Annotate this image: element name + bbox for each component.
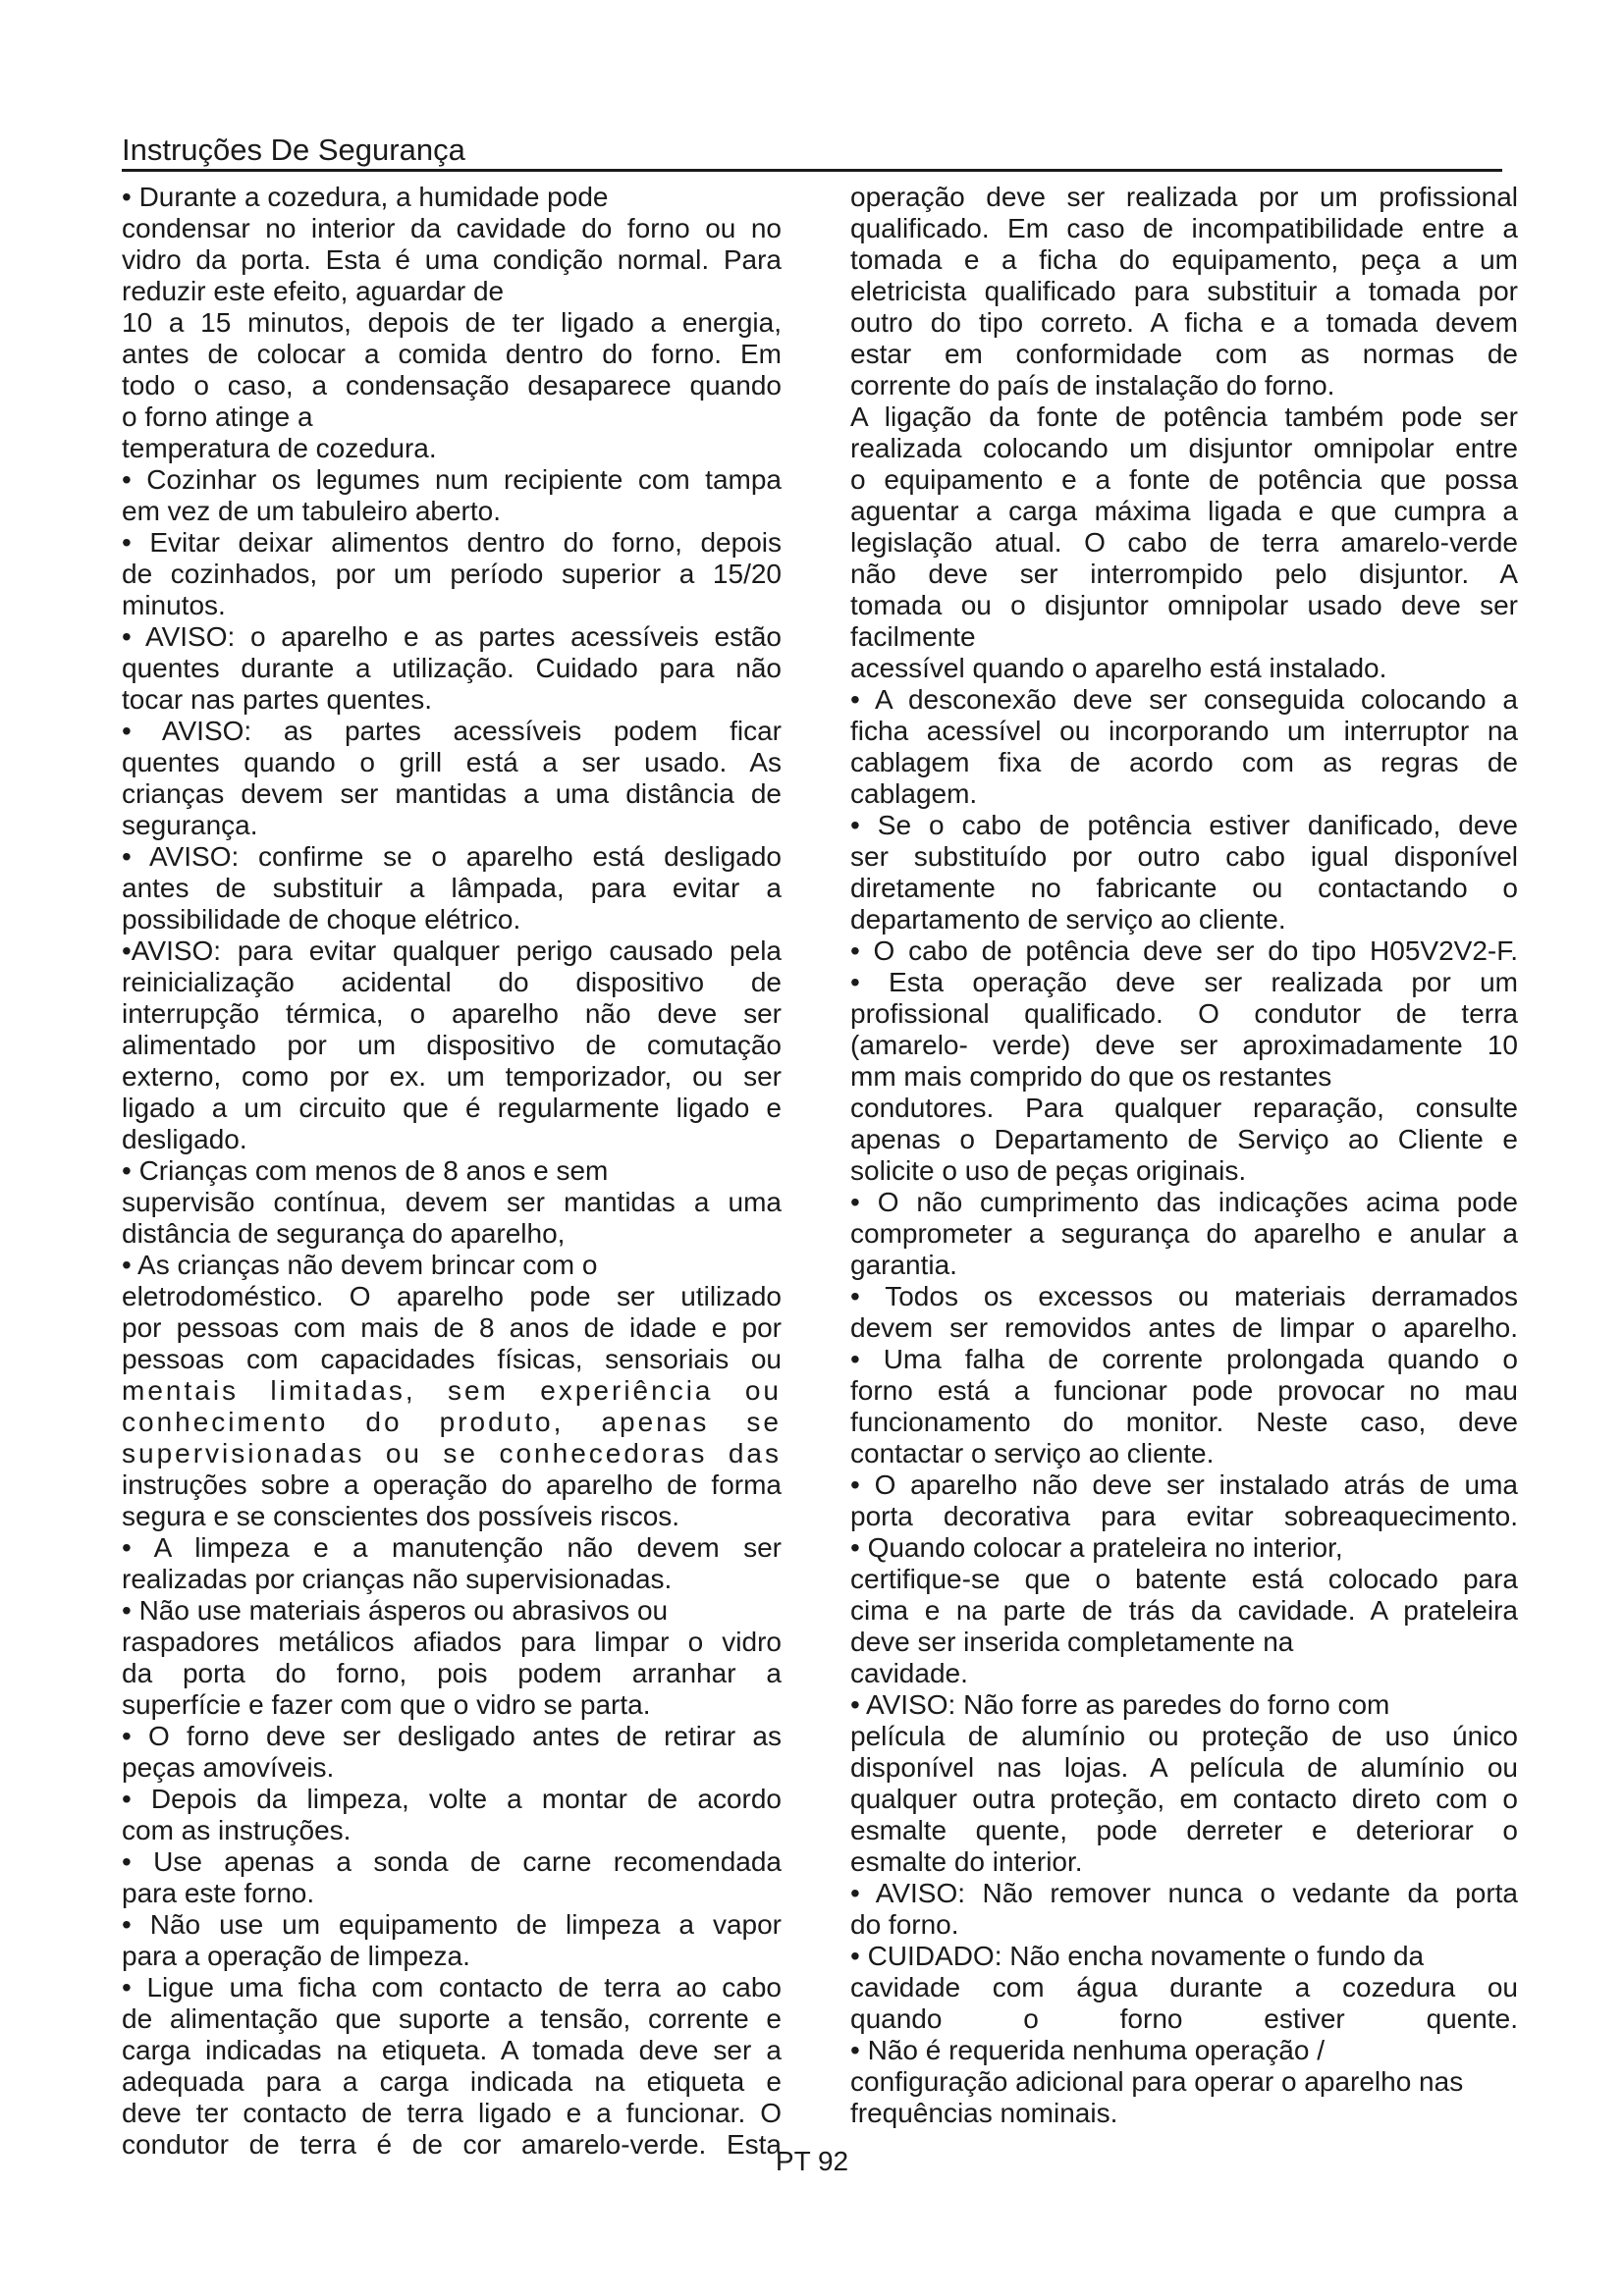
text-line: cima e na parte de trás da cavidade. A prateleira bbox=[850, 1595, 1518, 1626]
text-line: cablagem. bbox=[850, 778, 978, 809]
text-line: disponível nas lojas. A película de alumínio ou bbox=[850, 1752, 1518, 1783]
text-line: eletrodoméstico. O aparelho pode ser utilizado bbox=[122, 1281, 782, 1311]
text-line: antes de substituir a lâmpada, para evitar a bbox=[122, 873, 782, 903]
text-line: carga indicadas na etiqueta. A tomada deve ser a bbox=[122, 2035, 782, 2065]
text-line: quentes quando o grill está a ser usado. As bbox=[122, 747, 782, 777]
text-line: mentais limitadas, sem experiência ou bbox=[122, 1375, 782, 1406]
text-line: • O não cumprimento das indicações acima pode bbox=[850, 1187, 1518, 1217]
text-line: • Durante a cozedura, a humidade pode bbox=[122, 182, 609, 212]
text-line: deve ter contacto de terra ligado e a funcionar. O bbox=[122, 2098, 782, 2128]
text-line: crianças devem ser mantidas a uma distância de bbox=[122, 778, 782, 809]
text-line: instruções sobre a operação do aparelho de forma bbox=[122, 1469, 782, 1500]
text-line: • Não é requerida nenhuma operação / bbox=[850, 2035, 1326, 2065]
page-number: PT 92 bbox=[775, 2146, 849, 2176]
text-line: • Se o cabo de potência estiver danificado, deve bbox=[850, 810, 1518, 840]
text-line: reinicialização acidental do dispositivo de bbox=[122, 967, 782, 997]
text-line: • A desconexão deve ser conseguida colocando a bbox=[850, 684, 1518, 715]
text-line: cavidade com água durante a cozedura ou bbox=[850, 1972, 1518, 2002]
text-line: supervisão contínua, devem ser mantidas a uma bbox=[122, 1187, 782, 1217]
text-line: desligado. bbox=[122, 1124, 247, 1154]
text-line: • AVISO: as partes acessíveis podem ficar bbox=[122, 716, 782, 746]
text-line: A ligação da fonte de potência também pode ser bbox=[850, 401, 1518, 432]
text-line: todo o caso, a condensação desaparece quando bbox=[122, 370, 782, 400]
text-line: quentes durante a utilização. Cuidado para não bbox=[122, 653, 782, 683]
text-line: supervisionadas ou se conhecedoras das bbox=[122, 1438, 782, 1468]
text-line: • Não use materiais ásperos ou abrasivos ou bbox=[122, 1595, 669, 1626]
text-line: para este forno. bbox=[122, 1878, 315, 1908]
text-line: • As crianças não devem brincar com o bbox=[122, 1250, 598, 1280]
text-line: cavidade. bbox=[850, 1658, 968, 1688]
text-line: 10 a 15 minutos, depois de ter ligado a energia, bbox=[122, 307, 782, 338]
text-line: cablagem fixa de acordo com as regras de bbox=[850, 747, 1518, 777]
text-line: • Não use um equipamento de limpeza a vapor bbox=[122, 1909, 782, 1940]
text-line: • O cabo de potência deve ser do tipo H05V2V2-F. bbox=[850, 935, 1518, 966]
text-line: mm mais comprido do que os restantes bbox=[850, 1061, 1332, 1092]
text-line: contactar o serviço ao cliente. bbox=[850, 1438, 1215, 1468]
text-line: esmalte do interior. bbox=[850, 1846, 1083, 1877]
text-line: devem ser removidos antes de limpar o aparelho. bbox=[850, 1312, 1518, 1343]
left-column bbox=[122, 182, 782, 2161]
text-line: pessoas com capacidades físicas, sensoriais ou bbox=[122, 1344, 782, 1374]
title-divider bbox=[122, 169, 1502, 172]
text-line: diretamente no fabricante ou contactando o bbox=[850, 873, 1518, 903]
text-line: • Evitar deixar alimentos dentro do forno, depois bbox=[122, 527, 782, 558]
right-column bbox=[850, 182, 1518, 2129]
text-line: raspadores metálicos afiados para limpar o vidro bbox=[122, 1627, 782, 1657]
text-line: acessível quando o aparelho está instalado. bbox=[850, 653, 1387, 683]
text-line: condensar no interior da cavidade do forno ou no bbox=[122, 213, 782, 243]
text-line: • AVISO: Não remover nunca o vedante da porta bbox=[850, 1878, 1518, 1908]
text-line: • Ligue uma ficha com contacto de terra ao cabo bbox=[122, 1972, 782, 2002]
text-line: qualificado. Em caso de incompatibilidade entre a bbox=[850, 213, 1518, 243]
text-line: não deve ser interrompido pelo disjuntor. A bbox=[850, 559, 1518, 589]
text-line: quando o forno estiver quente. bbox=[850, 2003, 1518, 2034]
text-line: tomada ou o disjuntor omnipolar usado deve ser bbox=[850, 590, 1518, 620]
text-line: ficha acessível ou incorporando um interruptor na bbox=[850, 716, 1518, 746]
text-line: corrente do país de instalação do forno. bbox=[850, 370, 1335, 400]
text-line: eletricista qualificado para substituir a tomada por bbox=[850, 276, 1518, 306]
text-line: • AVISO: Não forre as paredes do forno com bbox=[850, 1689, 1390, 1720]
text-line: porta decorativa para evitar sobreaquecimento. bbox=[850, 1501, 1518, 1531]
text-line: • Use apenas a sonda de carne recomendada bbox=[122, 1846, 782, 1877]
text-line: tomada e a ficha do equipamento, peça a um bbox=[850, 244, 1518, 275]
text-line: possibilidade de choque elétrico. bbox=[122, 904, 521, 934]
text-line: • Todos os excessos ou materiais derramados bbox=[850, 1281, 1518, 1311]
text-line: • O forno deve ser desligado antes de retirar as bbox=[122, 1721, 782, 1751]
text-line: peças amovíveis. bbox=[122, 1752, 335, 1783]
text-line: para a operação de limpeza. bbox=[122, 1941, 470, 1971]
text-line: apenas o Departamento de Serviço ao Cliente e bbox=[850, 1124, 1518, 1154]
text-line: (amarelo- verde) deve ser aproximadamente 10 bbox=[850, 1030, 1518, 1060]
text-line: do forno. bbox=[850, 1909, 959, 1940]
text-line: • Uma falha de corrente prolongada quando o bbox=[850, 1344, 1518, 1374]
text-line: facilmente bbox=[850, 621, 976, 652]
text-line: • Depois da limpeza, volte a montar de acordo bbox=[122, 1784, 782, 1814]
text-line: • Quando colocar a prateleira no interior, bbox=[850, 1532, 1343, 1563]
text-line: interrupção térmica, o aparelho não deve ser bbox=[122, 998, 782, 1029]
text-line: certifique-se que o batente está colocado para bbox=[850, 1564, 1518, 1594]
text-line: de alimentação que suporte a tensão, corrente e bbox=[122, 2003, 782, 2034]
text-line: • O aparelho não deve ser instalado atrás de uma bbox=[850, 1469, 1518, 1500]
text-line: aguentar a carga máxima ligada e que cumpra a bbox=[850, 496, 1518, 526]
text-line: realizada colocando um disjuntor omnipolar entre bbox=[850, 433, 1518, 463]
text-line: ligado a um circuito que é regularmente ligado e bbox=[122, 1093, 782, 1123]
text-line: • Cozinhar os legumes num recipiente com tampa bbox=[122, 464, 782, 495]
text-line: segura e se conscientes dos possíveis riscos. bbox=[122, 1501, 680, 1531]
text-line: distância de segurança do aparelho, bbox=[122, 1218, 566, 1249]
text-line: frequências nominais. bbox=[850, 2098, 1118, 2128]
text-line: configuração adicional para operar o aparelho nas bbox=[850, 2066, 1464, 2097]
text-line: • CUIDADO: Não encha novamente o fundo da bbox=[850, 1941, 1425, 1971]
text-line: esmalte quente, pode derreter e deteriorar o bbox=[850, 1815, 1518, 1845]
text-line: • AVISO: o aparelho e as partes acessíveis estão bbox=[122, 621, 782, 652]
text-line: deve ser inserida completamente na bbox=[850, 1627, 1294, 1657]
text-line: realizadas por crianças não supervisionadas. bbox=[122, 1564, 673, 1594]
text-line: minutos. bbox=[122, 590, 226, 620]
text-line: vidro da porta. Esta é uma condição normal. Para bbox=[122, 244, 782, 275]
text-line: o forno atinge a bbox=[122, 401, 313, 432]
text-line: película de alumínio ou proteção de uso único bbox=[850, 1721, 1518, 1751]
text-line: •AVISO: para evitar qualquer perigo causado pela bbox=[122, 935, 782, 966]
text-line: profissional qualificado. O condutor de terra bbox=[850, 998, 1518, 1029]
text-line: condutores. Para qualquer reparação, consulte bbox=[850, 1093, 1518, 1123]
text-line: qualquer outra proteção, em contacto direto com o bbox=[850, 1784, 1518, 1814]
text-line: temperatura de cozedura. bbox=[122, 433, 437, 463]
text-line: outro do tipo correto. A ficha e a tomada devem bbox=[850, 307, 1518, 338]
text-line: externo, como por ex. um temporizador, ou ser bbox=[122, 1061, 782, 1092]
text-line: antes de colocar a comida dentro do forno. Em bbox=[122, 339, 782, 369]
text-line: operação deve ser realizada por um profissional bbox=[850, 182, 1518, 212]
page-title: Instruções De Segurança bbox=[122, 133, 465, 167]
text-line: segurança. bbox=[122, 810, 258, 840]
text-line: • Esta operação deve ser realizada por um bbox=[850, 967, 1518, 997]
text-line: • AVISO: confirme se o aparelho está desligado bbox=[122, 841, 782, 872]
text-line: • Crianças com menos de 8 anos e sem bbox=[122, 1155, 609, 1186]
text-line: legislação atual. O cabo de terra amarelo-verde bbox=[850, 527, 1518, 558]
text-line: adequada para a carga indicada na etiqueta e bbox=[122, 2066, 782, 2097]
text-line: funcionamento do monitor. Neste caso, deve bbox=[850, 1407, 1518, 1437]
text-line: departamento de serviço ao cliente. bbox=[850, 904, 1286, 934]
text-line: garantia. bbox=[850, 1250, 957, 1280]
text-line: com as instruções. bbox=[122, 1815, 352, 1845]
text-line: de cozinhados, por um período superior a 15/20 bbox=[122, 559, 782, 589]
text-line: comprometer a segurança do aparelho e anular a bbox=[850, 1218, 1518, 1249]
text-line: ser substituído por outro cabo igual disponível bbox=[850, 841, 1518, 872]
text-line: em vez de um tabuleiro aberto. bbox=[122, 496, 501, 526]
text-line: forno está a funcionar pode provocar no mau bbox=[850, 1375, 1518, 1406]
text-line: o equipamento e a fonte de potência que possa bbox=[850, 464, 1518, 495]
text-line: superfície e fazer com que o vidro se parta. bbox=[122, 1689, 651, 1720]
text-line: solicite o uso de peças originais. bbox=[850, 1155, 1247, 1186]
text-line: conhecimento do produto, apenas se bbox=[122, 1407, 782, 1437]
text-line: alimentado por um dispositivo de comutação bbox=[122, 1030, 782, 1060]
text-line: da porta do forno, pois podem arranhar a bbox=[122, 1658, 782, 1688]
text-line: reduzir este efeito, aguardar de bbox=[122, 276, 505, 306]
text-line: tocar nas partes quentes. bbox=[122, 684, 432, 715]
text-line: estar em conformidade com as normas de bbox=[850, 339, 1518, 369]
text-line: • A limpeza e a manutenção não devem ser bbox=[122, 1532, 782, 1563]
text-line: condutor de terra é de cor amarelo-verde. Esta bbox=[122, 2129, 782, 2160]
text-line: por pessoas com mais de 8 anos de idade e por bbox=[122, 1312, 782, 1343]
